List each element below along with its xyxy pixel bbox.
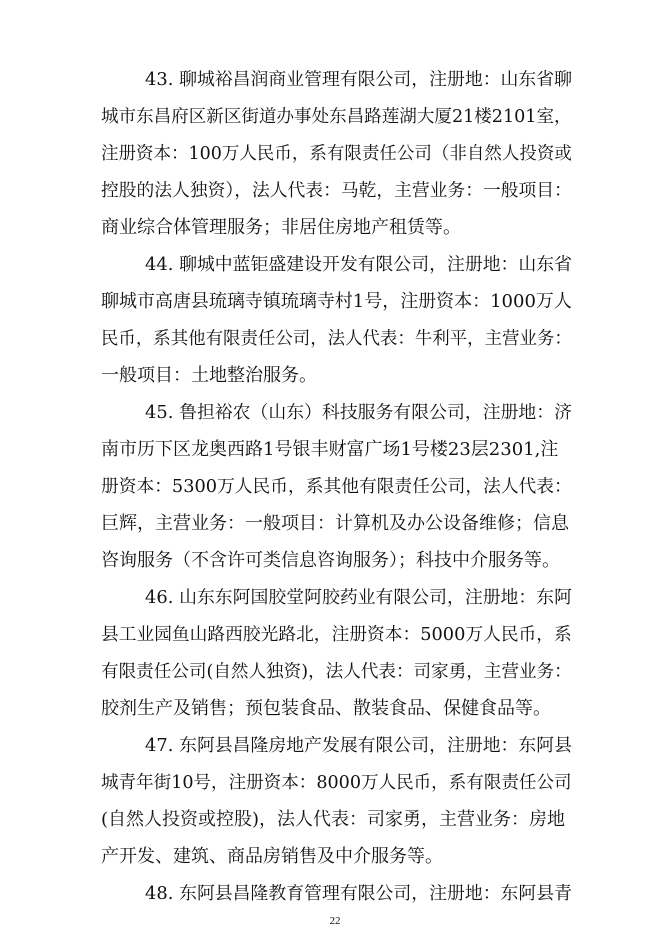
text-line: 控股的法人独资），法人代表：马乾，主营业务：一般项目： (101, 181, 572, 201)
text-line: 46. 山东东阿国胶堂阿胶药业有限公司，注册地：东阿 (145, 587, 572, 608)
text-line: 产开发、建筑、商品房销售及中介服务等。 (101, 846, 443, 867)
text-line: 城市东昌府区新区街道办事处东昌路莲湖大厦21楼2101室， (101, 107, 572, 127)
text-line: 册资本：5300万人民币，系其他有限责任公司，法人代表： (101, 477, 572, 497)
page-number: 22 (329, 915, 341, 927)
text-line: 44. 聊城中蓝钜盛建设开发有限公司，注册地：山东省 (145, 254, 572, 275)
text-line: 一般项目：土地整治服务。 (101, 365, 317, 386)
text-line: 民币，系其他有限责任公司，法人代表：牛利平，主营业务： (101, 329, 572, 349)
text-line: 胶剂生产及销售；预包装食品、散装食品、保健食品等。 (101, 698, 551, 719)
text-line: 聊城市高唐县琉璃寺镇琉璃寺村1号，注册资本：1000万人 (101, 291, 572, 312)
text-line: 45. 鲁担裕农（山东）科技服务有限公司，注册地：济 (145, 402, 572, 423)
text-line: 48. 东阿县昌隆教育管理有限公司，注册地：东阿县青 (145, 883, 572, 904)
text-line: 有限责任公司(自然人独资)，法人代表：司家勇，主营业务： (101, 662, 572, 682)
text-line: 南市历下区龙奥西路1号银丰财富广场1号楼23层2301,注 (101, 439, 559, 460)
text-line: 城青年街10号，注册资本：8000万人民币，系有限责任公司 (101, 773, 572, 793)
text-line: 43. 聊城裕昌润商业管理有限公司，注册地：山东省聊 (145, 69, 572, 90)
text-line: 咨询服务（不含许可类信息咨询服务）；科技中介服务等。 (101, 550, 560, 571)
text-line: (自然人投资或控股)，法人代表：司家勇，主营业务：房地 (101, 809, 566, 830)
text-line: 县工业园鱼山路西胶光路北，注册资本：5000万人民币，系 (101, 625, 572, 645)
text-line: 注册资本：100万人民币，系有限责任公司（非自然人投资或 (101, 144, 572, 164)
text-line: 巨辉，主营业务：一般项目：计算机及办公设备维修；信息 (101, 513, 569, 534)
text-line: 47. 东阿县昌隆房地产发展有限公司，注册地：东阿县 (145, 735, 572, 756)
text-line: 商业综合体管理服务；非居住房地产租赁等。 (101, 217, 461, 238)
